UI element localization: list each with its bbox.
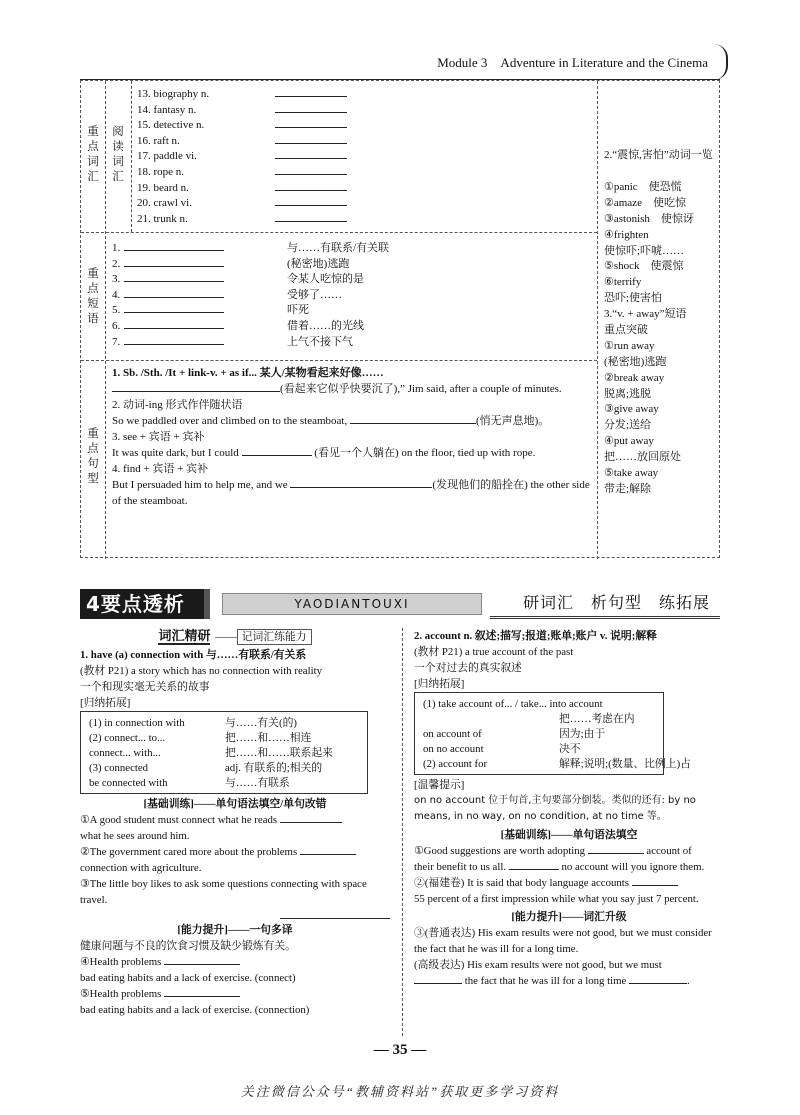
answer-blank[interactable] (300, 854, 356, 855)
answer-blank[interactable] (275, 205, 347, 206)
exercise-cn: 健康问题与不良的饮食习惯及缺少锻炼有关。 (80, 940, 296, 952)
sentence-patterns (112, 365, 592, 509)
running-header (0, 50, 800, 80)
exercise: bad eating habits and a lack of exercise. (connect) (80, 972, 296, 984)
basic-training-title: [基础训练]——单句语法填空 (500, 829, 638, 841)
table-row: (2) account for 解释;说明;(数量、比例上)占 (423, 758, 691, 770)
table-row: 把……考虑在内 (559, 713, 635, 725)
list-item: 15. detective n. (137, 119, 205, 132)
list-item: 17. paddle vi. (137, 150, 197, 163)
answer-blank[interactable] (588, 853, 644, 854)
list-item: 6. 借着……的光线 (112, 319, 364, 332)
pattern-title: 2. 动词-ing 形式作伴随状语 (112, 399, 243, 411)
answer-blank[interactable] (280, 918, 390, 919)
divider (81, 232, 597, 233)
answer-blank[interactable] (275, 221, 347, 222)
table-row: on no account 决不 (423, 743, 581, 755)
row-label-vocab: 重点词汇 (87, 126, 99, 183)
pattern-title: 4. find + 宾语 + 宾补 (112, 463, 209, 475)
answer-blank[interactable] (124, 281, 224, 282)
list-item: 13. biography n. (137, 88, 210, 100)
answer-blank[interactable] (629, 983, 687, 984)
answer-blank[interactable] (509, 869, 559, 870)
list-item: (秘密地)逃跑 (604, 355, 667, 368)
list-item: 3. 令某人吃惊的是 (112, 273, 364, 286)
exercise: ③(普通表达) His exam results were not good, but we must consider the fact that he was ill for a long time. (414, 927, 712, 955)
pattern-example: (看起来它似乎快要沉了),” Jim said, after a couple of minutes. (112, 381, 592, 397)
divider (105, 81, 106, 559)
table-row: be connected with 与……有联系 (89, 777, 290, 789)
example-cn: 一个对过去的真实叙述 (414, 662, 522, 674)
list-item: ⑥terrify (604, 276, 642, 289)
vocab-blanks (275, 87, 347, 227)
exercise: ④Health problems (80, 954, 390, 970)
section-title: 4要点透析 (80, 589, 210, 619)
section-banner (80, 589, 720, 619)
list-item: 18. rope n. (137, 165, 185, 178)
list-item: ②amaze 使吃惊 (604, 196, 686, 209)
expand-tag: [归纳拓展] (80, 697, 131, 709)
list-item: ④put away (604, 435, 654, 448)
answer-blank[interactable] (275, 96, 347, 97)
exercise: ①A good student must connect what he reads (80, 812, 390, 828)
answer-blank[interactable] (275, 190, 347, 191)
exercise: their benefit to us all. no account will you ignore them. (414, 861, 705, 873)
answer-blank[interactable] (124, 250, 224, 251)
exercise: 55 percent of a first impression while what you say just 7 percent. (414, 893, 699, 905)
item-title: 2. account n. 叙述;描写;报道;账单;账户 v. 说明;解释 (414, 630, 657, 642)
tip-text: on no account 位于句首,主句要部分倒装。类似的还有: by no means, in no way, on no condition, at no time 等。 (414, 795, 696, 822)
answer-blank[interactable] (124, 328, 224, 329)
exercise: ⑤Health problems (80, 986, 390, 1002)
exercise: ①Good suggestions are worth adopting account of (414, 845, 692, 857)
answer-blank[interactable] (275, 127, 347, 128)
expand-tag: [归纳拓展] (414, 678, 465, 690)
answer-blank[interactable] (632, 885, 678, 886)
header-title: Module 3 Adventure in Literature and the Cinema (437, 55, 708, 70)
row-label-vocab-sub: 阅读词汇 (112, 126, 124, 183)
pattern-title: 1. Sb. /Sth. /It + link-v. + as if... 某人/某物看起来好像…… (112, 367, 384, 379)
list-item: 分发;送给 (604, 419, 652, 432)
answer-blank[interactable] (275, 174, 347, 175)
answer-blank[interactable] (242, 455, 312, 456)
list-item: 16. raft n. (137, 134, 180, 147)
answer-blank[interactable] (124, 344, 224, 345)
divider (131, 81, 132, 232)
summary-table (80, 80, 720, 558)
header-curl-ornament (714, 44, 728, 80)
exercise: connection with agriculture. (80, 862, 202, 874)
list-item: 5. 吓死 (112, 304, 309, 317)
answer-blank[interactable] (275, 158, 347, 159)
right-column (414, 628, 724, 989)
example-en: (教材 P21) a true account of the past (414, 646, 574, 658)
list-item: 把……放回原处 (604, 451, 681, 464)
tip-tag: [温馨提示] (414, 779, 465, 791)
list-item: ⑤take away (604, 467, 659, 480)
answer-blank[interactable] (350, 423, 476, 424)
page-number: — 35 — (373, 1042, 427, 1058)
answer-blank[interactable] (124, 297, 224, 298)
divider (597, 81, 598, 559)
list-item: ⑤shock 使震惊 (604, 260, 684, 273)
section-pinyin: YAODIANTOUXI (222, 593, 482, 615)
answer-blank[interactable] (164, 996, 240, 997)
exercise: ②(福建卷) It is said that body language accounts (414, 875, 724, 891)
table-row: (2) connect... to... 把……和……相连 (89, 732, 312, 744)
example-cn: 一个和现实毫无关系的故事 (80, 681, 210, 693)
list-item: 7. 上气不接下气 (112, 335, 353, 348)
exercise: what he sees around him. (80, 830, 190, 842)
list-item: 脱离;逃脱 (604, 387, 652, 400)
item-title: 1. have (a) connection with 与……有联系/有关系 (80, 649, 307, 661)
exercise: (高级表达) His exam results were not good, but we must (414, 959, 662, 971)
left-column (80, 628, 390, 1018)
list-item: 2.“震惊,害怕”动词一览 (604, 149, 713, 161)
table-row: (1) take account of... / take... into account (423, 698, 603, 710)
example-en: (教材 P21) a story which has no connection with reality (80, 665, 322, 677)
row-label-sentences: 重点句型 (87, 428, 99, 485)
advanced-title: [能力提升]——词汇升级 (511, 911, 627, 923)
list-item: 4. 受够了…… (112, 288, 342, 301)
table-row: on account of 因为;由于 (423, 728, 606, 740)
advanced-title: [能力提升]——一句多译 (177, 924, 293, 936)
column-divider (402, 628, 403, 1036)
list-item: 带走;解除 (604, 482, 652, 495)
answer-blank[interactable] (124, 266, 224, 267)
pattern-example: So we paddled over and climbed on to the steamboat, (悄无声息地)。 (112, 415, 550, 427)
right-notes (604, 148, 718, 498)
answer-blank[interactable] (275, 112, 347, 113)
pattern-example: But I persuaded him to help me, and we (发现他们的船拴在) the other side of the steamboat. (112, 479, 590, 507)
answer-blank[interactable] (414, 983, 462, 984)
heading-sub: 记词汇练能力 (237, 629, 312, 645)
answer-blank[interactable] (280, 822, 342, 823)
table-row: (3) connected adj. 有联系的;相关的 (89, 762, 323, 774)
list-item: ①run away (604, 339, 655, 352)
answer-blank[interactable] (275, 143, 347, 144)
table-row: (1) in connection with 与……有关(的) (89, 717, 297, 729)
exercise: the fact that he was ill for a long time . (414, 973, 724, 989)
list-item: 3.“v. + away”短语 (604, 308, 687, 321)
exercise: bad eating habits and a lack of exercise. (connection) (80, 1004, 310, 1016)
exercise: ②The government cared more about the problems (80, 844, 390, 860)
table-row: connect... with... 把……和……联系起来 (89, 747, 333, 759)
list-item: 重点突破 (604, 324, 648, 337)
footer-note: 关注微信公众号“教辅资料站”获取更多学习资料 (240, 1084, 560, 1099)
list-item: 21. trunk n. (137, 212, 188, 225)
divider (81, 360, 597, 361)
list-item: 20. crawl vi. (137, 197, 192, 210)
answer-blank[interactable] (290, 487, 432, 488)
section-subtitle: 研词汇 析句型 练拓展 (490, 589, 720, 619)
list-item: 恐吓;使害怕 (604, 292, 663, 305)
expand-table (414, 692, 691, 775)
answer-blank[interactable] (112, 391, 280, 392)
phrase-list (112, 241, 582, 350)
row-label-phrases: 重点短语 (87, 268, 99, 325)
list-item: ④frighten (604, 228, 649, 241)
list-item: ③astonish 使惊讶 (604, 212, 694, 225)
list-item: 19. beard n. (137, 181, 189, 194)
answer-blank[interactable] (124, 312, 224, 313)
list-item: 使惊吓;吓唬…… (604, 244, 685, 257)
list-item: ①panic 使恐慌 (604, 181, 682, 193)
list-item: ③give away (604, 403, 659, 416)
vocab-heading: 词汇精研 —— 记词汇练能力 (80, 628, 390, 645)
list-item: 2. (秘密地)逃跑 (112, 257, 350, 270)
pattern-example: It was quite dark, but I could (看见一个人躺在) on the floor, tied up with rope. (112, 447, 536, 459)
list-item: 1. 与……有联系/有关联 (112, 242, 390, 254)
exercise: ③The little boy likes to ask some questions connecting with space travel. (80, 878, 367, 906)
pattern-title: 3. see + 宾语 + 宾补 (112, 431, 205, 443)
answer-blank[interactable] (164, 964, 240, 965)
expand-table (80, 711, 368, 794)
basic-training-title: [基础训练]——单句语法填空/单句改错 (143, 798, 327, 810)
list-item: ②break away (604, 371, 665, 384)
list-item: 14. fantasy n. (137, 103, 197, 116)
